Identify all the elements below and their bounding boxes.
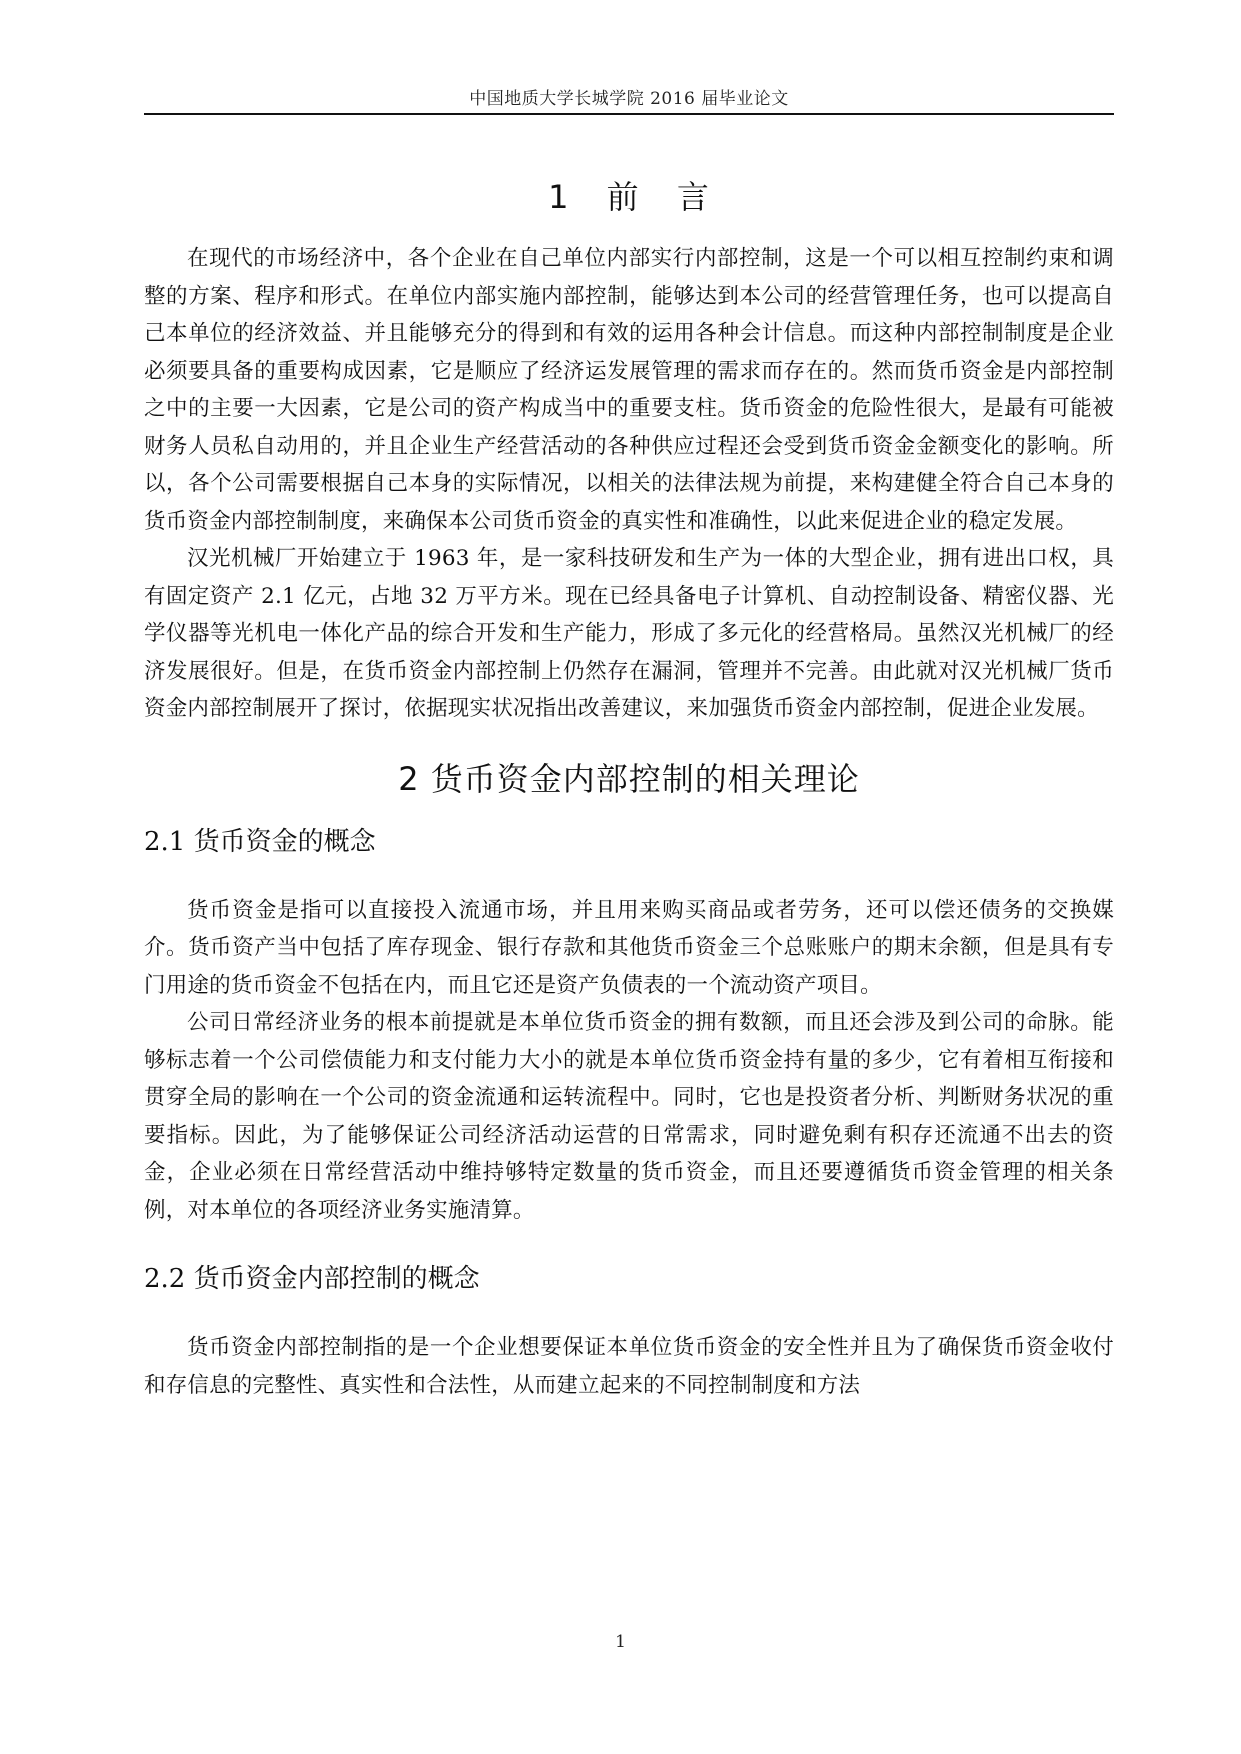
page-body [144, 168, 1114, 1404]
page-number: 1 [615, 1632, 626, 1652]
header-rule [144, 113, 1114, 115]
running-header: 中国地质大学长城学院 2016 届毕业论文 [469, 89, 789, 109]
chapter-1-paragraph-2: 汉光机械厂开始建立于 1963 年，是一家科技研发和生产为一体的大型企业，拥有进出口权，具有固定资产 2.1 亿元，占地 32 万平方米。现在已经具备电子计算机、自动控制设备、精密仪器、光学仪器等光机电一体化产品的综合开发和生产能力，形成了多元化的经营格局。虽然汉光机械厂的经济发展很好。但是，在货币资金内部控制上仍然存在漏洞，管理并不完善。由此就对汉光机械厂货币资金内部控制展开了探讨，依据现实状况指出改善建议，来加强货币资金内部控制，促进企业发展。 [144, 546, 1114, 721]
chapter-1-paragraph-1: 在现代的市场经济中，各个企业在自己单位内部实行内部控制，这是一个可以相互控制约束和调整的方案、程序和形式。在单位内部实施内部控制，能够达到本公司的经营管理任务，也可以提高自己本单位的经济效益、并且能够充分的得到和有效的运用各种会计信息。而这种内部控制制度是企业必须要具备的重要构成因素，它是顺应了经济运发展管理的需求而存在的。然而货币资金是内部控制之中的主要一大因素，它是公司的资产构成当中的重要支柱。货币资金的危险性很大，是最有可能被财务人员私自动用的，并且企业生产经营活动的各种供应过程还会受到货币资金金额变化的影响。所以，各个公司需要根据自己本身的实际情况，以相关的法律法规为前提，来构建健全符合自己本身的货币资金内部控制制度，来确保本公司货币资金的真实性和准确性，以此来促进企业的稳定发展。 [144, 246, 1114, 534]
section-2-1-paragraph-2: 公司日常经济业务的根本前提就是本单位货币资金的拥有数额，而且还会涉及到公司的命脉。能够标志着一个公司偿债能力和支付能力大小的就是本单位货币资金持有量的多少，它有着相互衔接和贯穿全局的影响在一个公司的资金流通和运转流程中。同时，它也是投资者分析、判断财务状况的重要指标。因此，为了能够保证公司经济活动运营的日常需求，同时避免剩有积存还流通不出去的资金，企业必须在日常经营活动中维持够特定数量的货币资金，而且还要遵循货币资金管理的相关条例，对本单位的各项经济业务实施清算。 [144, 1010, 1114, 1223]
section-2-1-paragraph-1: 货币资金是指可以直接投入流通市场，并且用来购买商品或者劳务，还可以偿还债务的交换媒介。货币资产当中包括了库存现金、银行存款和其他货币资金三个总账账户的期末余额，但是具有专门用途的货币资金不包括在内，而且它还是资产负债表的一个流动资产项目。 [144, 897, 1114, 998]
section-2-2-paragraph-1: 货币资金内部控制指的是一个企业想要保证本单位货币资金的安全性并且为了确保货币资金收付和存信息的完整性、真实性和合法性，从而建立起来的不同控制制度和方法 [144, 1335, 1114, 1398]
chapter-1-title: 1 前 言 [548, 178, 710, 216]
section-2-1-title: 2.1 货币资金的概念 [144, 826, 376, 857]
section-2-2-title: 2.2 货币资金内部控制的概念 [144, 1264, 480, 1294]
chapter-2-title: 2 货币资金内部控制的相关理论 [398, 759, 860, 798]
